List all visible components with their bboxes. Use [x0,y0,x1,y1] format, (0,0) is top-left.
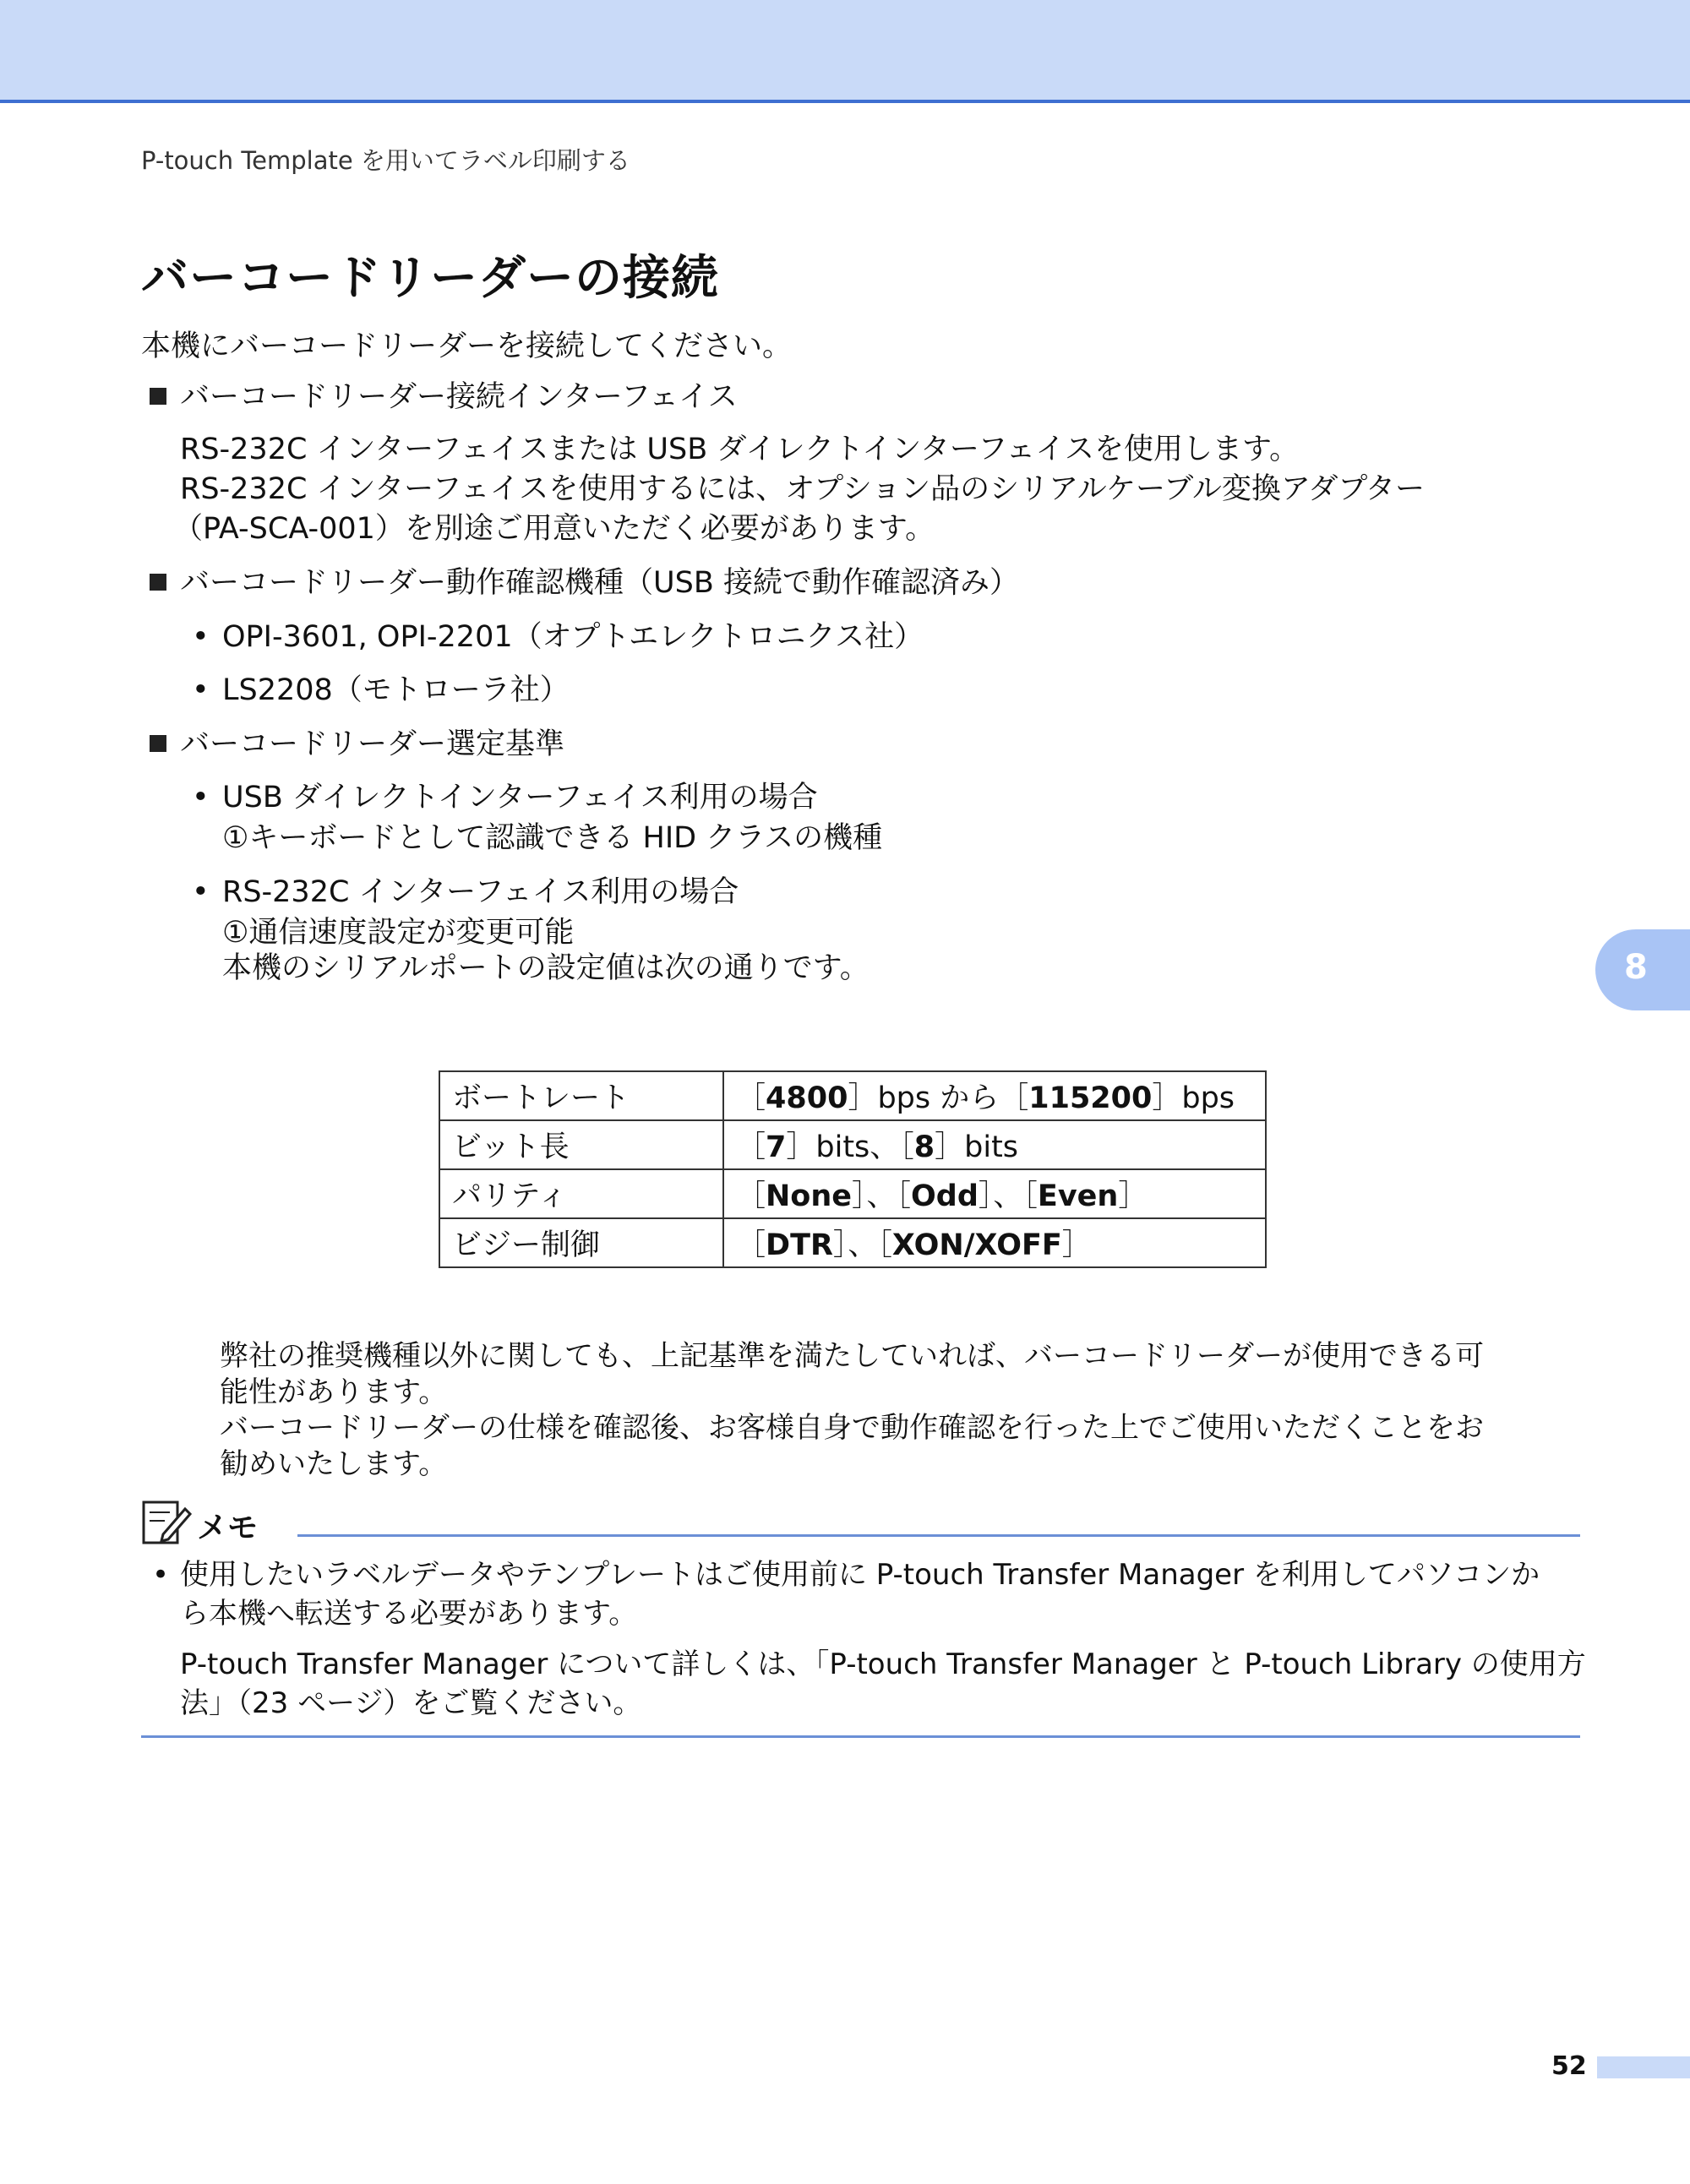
memo-header [141,1497,1580,1549]
setting-name: ビット長 [439,1120,723,1169]
bullet-icon: • [152,1558,170,1592]
setting-name: ビジー制御 [439,1218,723,1267]
table-row [439,1169,1266,1218]
notice-text: 能性があります。 [220,1375,448,1409]
interface-heading: バーコードリーダー接続インターフェイス [150,377,738,417]
memo-pencil-icon [141,1497,192,1548]
page-title: バーコードリーダーの接続 [141,251,719,306]
memo-text: 法」（23 ページ）をご覧ください。 [180,1686,642,1720]
page-number-bar [1597,2056,1690,2078]
notice-text: 勧めいたします。 [220,1447,448,1481]
setting-value: ［DTR］、［XON/XOFF］ [723,1218,1266,1267]
bullet-icon: • [192,620,210,654]
setting-name: パリティ [439,1169,723,1218]
table-row [439,1071,1266,1120]
list-item: • USB ダイレクトインターフェイス利用の場合 [192,777,818,818]
verified-heading: バーコードリーダー動作確認機種（USB 接続で動作確認済み） [150,563,1019,603]
memo-bottom-rule [141,1735,1580,1738]
criteria-text: ①キーボードとして認識できる HID クラスの機種 [222,821,883,855]
square-bullet-icon [150,735,166,752]
page-number: 52 [1551,2051,1587,2081]
chapter-tab[interactable]: 8 [1595,929,1690,1010]
memo-rule [297,1534,1580,1537]
list-item: • OPI-3601, OPI-2201（オプトエレクトロニクス社） [192,617,924,657]
criteria-text: ①通信速度設定が変更可能 [222,916,575,950]
table-row [439,1218,1266,1267]
setting-value: ［4800］bps から［115200］bps [723,1071,1266,1120]
memo-label: メモ [197,1511,259,1545]
list-item: • LS2208（モトローラ社） [192,670,570,711]
notice-text: バーコードリーダーの仕様を確認後、お客様自身で動作確認を行った上でご使用いただくことをお [220,1411,1484,1445]
table-row [439,1120,1266,1169]
square-bullet-icon [150,388,166,405]
memo-text: ら本機へ転送する必要があります。 [180,1597,638,1631]
setting-name: ボートレート [439,1071,723,1120]
serial-settings-table [439,1070,1267,1268]
list-item: • RS-232C インターフェイス利用の場合 [192,872,739,912]
bullet-icon: • [192,875,210,909]
criteria-text: 本機のシリアルポートの設定値は次の通りです。 [222,951,870,985]
header-band [0,0,1690,103]
square-bullet-icon [150,574,166,591]
interface-line: RS-232C インターフェイスを使用するには、オプション品のシリアルケーブル変換アダプター [180,472,1425,506]
notice-text: 弊社の推奨機種以外に関しても、上記基準を満たしていれば、バーコードリーダーが使用できる可 [220,1339,1484,1373]
setting-value: ［None］、［Odd］、［Even］ [723,1169,1266,1218]
running-title: P-touch Template を用いてラベル印刷する [141,146,630,175]
bullet-icon: • [192,673,210,707]
bullet-icon: • [192,781,210,814]
memo-text: P-touch Transfer Manager について詳しくは、「P-touch Transfer Manager と P-touch Library の使用方 [180,1648,1586,1681]
setting-value: ［7］bits、［8］bits [723,1120,1266,1169]
criteria-heading: バーコードリーダー選定基準 [150,724,564,765]
interface-line: （PA-SCA-001）を別途ご用意いただく必要があります。 [173,512,935,546]
interface-line: RS-232C インターフェイスまたは USB ダイレクトインターフェイスを使用します。 [180,433,1300,466]
intro-text: 本機にバーコードリーダーを接続してください。 [141,330,793,363]
memo-item: • 使用したいラベルデータやテンプレートはご使用前に P-touch Transfer Manager を利用してパソコンか [152,1555,1540,1595]
